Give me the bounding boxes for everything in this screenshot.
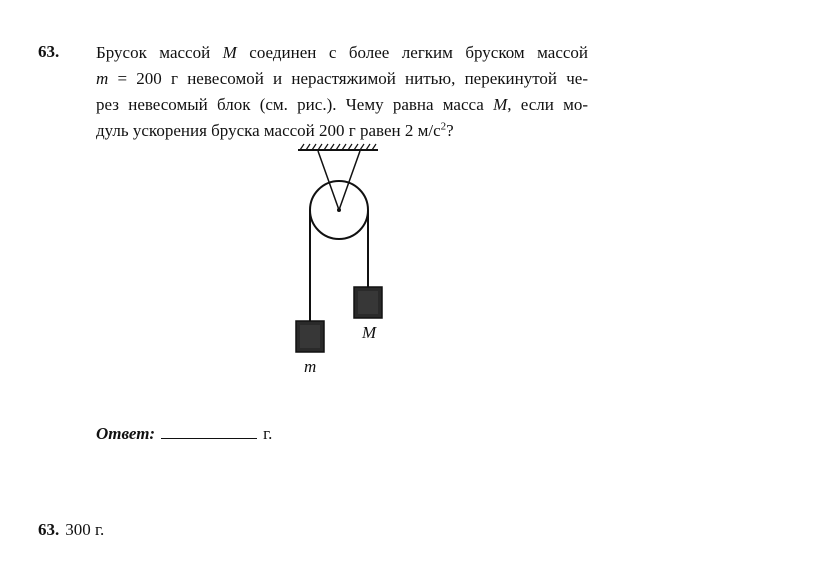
problem-line-2: m = 200 г невесомой и нерастяжимой нитью, перекинутой че- (96, 69, 588, 88)
problem-line-3: рез невесомый блок (см. рис.). Чему равна масса M, если мо- (96, 95, 589, 114)
problem-statement (96, 40, 588, 144)
problem-number: 63. (38, 42, 60, 61)
answer-unit: г. (263, 424, 273, 443)
solution-value: 300 г. (65, 520, 105, 539)
answer-label: Ответ: (96, 424, 156, 443)
label-M: M (362, 323, 377, 342)
answer-blank[interactable] (161, 424, 257, 439)
pulley-diagram (280, 140, 420, 380)
answer-row (96, 424, 272, 444)
problem-line-4: дуль ускорения бруска массой 200 г равен 2 $м/с^2$? (96, 120, 454, 140)
solution-row (38, 520, 104, 540)
label-m: m (304, 357, 317, 376)
problem-line-1: Брусок массой M соединен с более легким бруском массой (96, 43, 589, 62)
pulley-axle (337, 208, 341, 212)
solution-number: 63. (38, 520, 60, 539)
